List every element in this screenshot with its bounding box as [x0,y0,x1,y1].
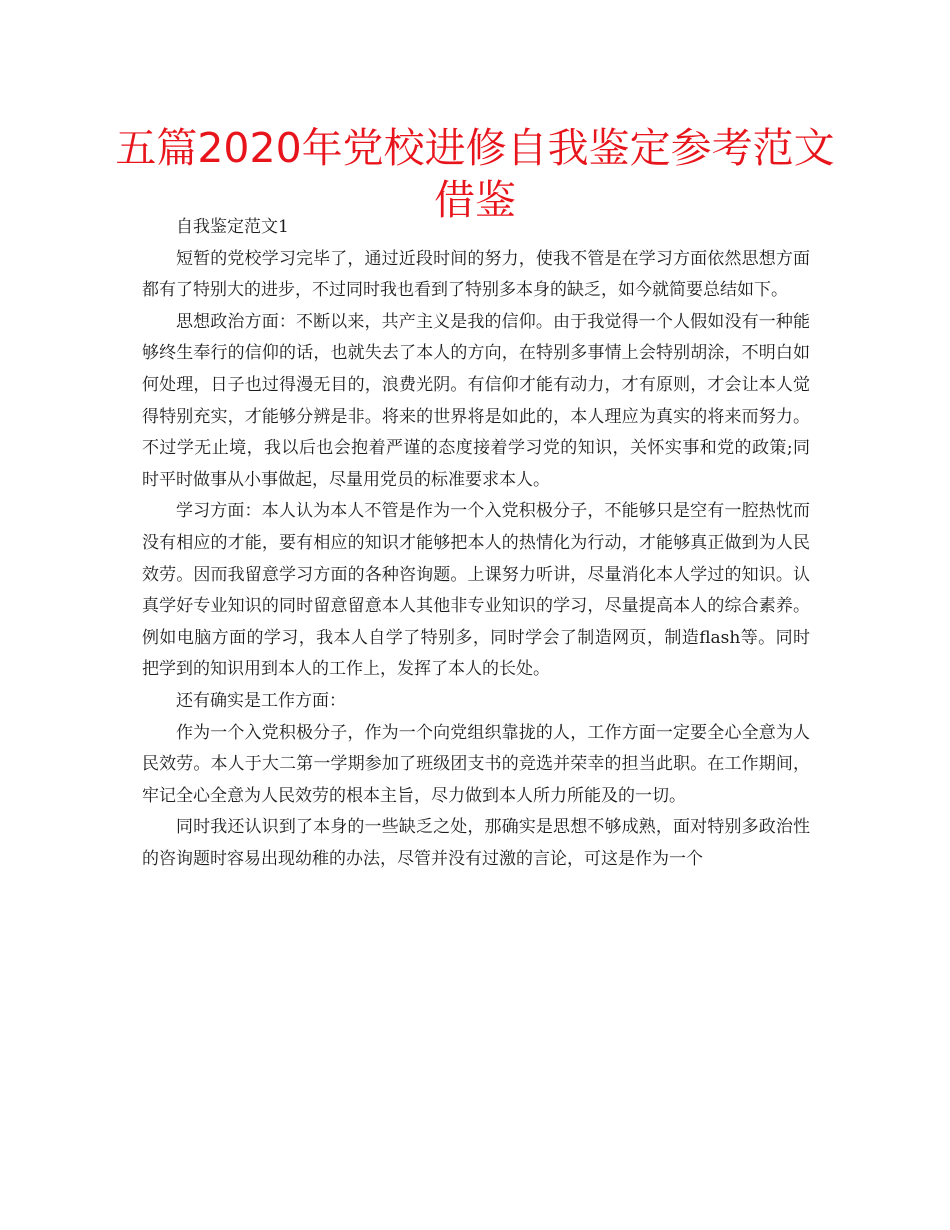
paragraph: 同时我还认识到了本身的一些缺乏之处，那确实是思想不够成熟，面对特别多政治性的咨询题时容易出现幼稚的办法，尽管并没有过激的言论，可这是作为一个 [142,817,810,869]
paragraph-heading: 自我鉴定范文1 [176,217,289,237]
paragraph: 短暂的党校学习完毕了，通过近段时间的努力，使我不管是在学习方面依然思想方面都有了特别大的进步，不过同时我也看到了特别多本身的缺乏，如今就简要总结如下。 [142,248,810,301]
paragraph: 作为一个入党积极分子，作为一个向党组织靠拢的人，工作方面一定要全心全意为人民效劳。本人于大二第一学期参加了班级团支书的竞选并荣幸的担当此职。在工作期间，牢记全心全意为人民效劳的根本主旨，尽力做到本人所力所能及的一切。 [142,722,810,806]
document-body [142,212,810,875]
paragraph: 学习方面：本人认为本人不管是作为一个入党积极分子，不能够只是空有一腔热忱而没有相应的才能，要有相应的知识才能够把本人的热情化为行动，才能够真正做到为人民效劳。因而我留意学习方面的各种咨询题。上课努力听讲，尽量消化本人学过的知识。认真学好专业知识的同时留意留意本人其他非专业知识的学习，尽量提高本人的综合素养。例如电脑方面的学习，我本人自学了特别多，同时学会了制造网页，制造flash等。同时把学到的知识用到本人的工作上，发挥了本人的长处。 [142,501,810,680]
document-title: 五篇2020年党校进修自我鉴定参考范文借鉴 [115,124,835,224]
paragraph: 还有确实是工作方面： [176,690,346,711]
paragraph: 思想政治方面：不断以来，共产主义是我的信仰。由于我觉得一个人假如没有一种能够终生奉行的信仰的话，也就失去了本人的方向，在特别多事情上会特别胡涂，不明白如何处理，日子也过得漫无目的，浪费光阴。有信仰才能有动力，才有原则，才会让本人觉得特别充实，才能够分辨是非。将来的世界将是如此的，本人理应为真实的将来而努力。不过学无止境，我以后也会抱着严谨的态度接着学习党的知识，关怀实事和党的政策;同时平时做事从小事做起，尽量用党员的标准要求本人。 [142,311,810,490]
